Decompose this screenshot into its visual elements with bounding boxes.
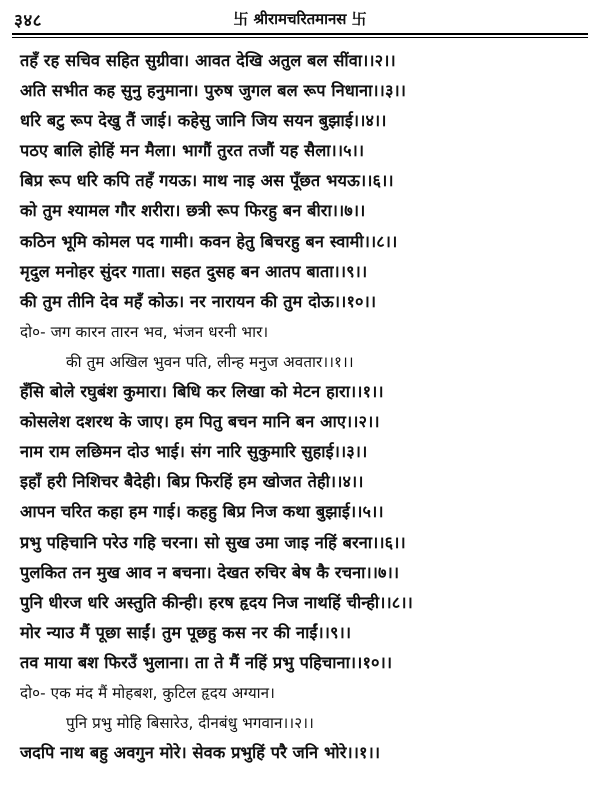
- verse-line: हँसि बोले रघुबंश कुमारा। बिधि कर लिखा को मेटन हारा।।१।।: [20, 382, 384, 402]
- doha-line: की तुम अखिल भुवन पति, लीन्ह मनुज अवतार।।१।।: [66, 352, 354, 371]
- verse-line: को तुम श्यामल गौर शरीरा। छत्री रूप फिरहु बन बीरा।।७।।: [20, 201, 366, 221]
- verse-line: जदपि नाथ बहु अवगुन मोरे। सेवक प्रभुहिं परै जनि भोरे।।१।।: [20, 743, 381, 763]
- book-title: 卐 श्रीरामचरितमानस 卐: [233, 10, 367, 28]
- verse-block: [0, 46, 600, 768]
- verse-line: इहाँ हरी निशिचर बैदेही। बिप्र फिरहिं हम खोजत तेही।।४।।: [20, 472, 364, 492]
- verse-line: धरि बटु रूप देखु तैं जाई। कहेसु जानि जिय सयन बुझाई।।४।।: [20, 111, 387, 131]
- page-header: [0, 0, 600, 34]
- verse-line: तहँ रह सचिव सहित सुग्रीवा। आवत देखि अतुल बल सींवा।।२।।: [20, 51, 396, 70]
- verse-line: पठए बालि होहिं मन मैला। भागौं तुरत तजौं यह सैला।।५।।: [20, 141, 365, 161]
- verse-line: मृदुल मनोहर सुंदर गाता। सहत दुसह बन आतप बाता।।९।।: [20, 261, 368, 281]
- doha-line: दो०- जग कारन तारन भव, भंजन धरनी भार।: [20, 322, 269, 341]
- verse-line: पुलकित तन मुख आव न बचना। देखत रुचिर बेष कै रचना।।७।।: [20, 562, 400, 582]
- verse-line: की तुम तीनि देव महँ कोऊ। नर नारायन की तुम दोऊ।।१०।।: [20, 291, 377, 311]
- verse-line: बिप्र रूप धरि कपि तहँ गयऊ। माथ नाइ अस पूँछत भयऊ।।६।।: [20, 171, 394, 191]
- header-rule: [12, 33, 588, 35]
- verse-line: प्रभु पहिचानि परेउ गहि चरना। सो सुख उमा जाइ नहिं बरना।।६।।: [20, 532, 406, 552]
- verse-line: कोसलेश दशरथ के जाए। हम पितु बचन मानि बन आए।।२।।: [20, 412, 380, 432]
- verse-line: कठिन भूमि कोमल पद गामी। कवन हेतु बिचरहु बन स्वामी।।८।।: [20, 231, 398, 251]
- doha-line: दो०- एक मंद मैं मोहबश, कुटिल हृदय अग्यान।: [20, 683, 276, 702]
- page-number: ३४८: [14, 11, 43, 31]
- verse-line: आपन चरित कहा हम गाई। कहहु बिप्र निज कथा बुझाई।।५।।: [20, 502, 384, 522]
- verse-line: पुनि धीरज धरि अस्तुति कीन्ही। हरष हृदय निज नाथहिं चीन्ही।।८।।: [20, 592, 413, 612]
- verse-line: मोर न्याउ मैं पूछा साईं। तुम पूछहु कस नर की नाईं।।९।।: [20, 622, 352, 642]
- verse-line: अति सभीत कह सुनु हनुमाना। पुरुष जुगल बल रूप निधाना।।३।।: [20, 81, 407, 101]
- verse-line: तव माया बश फिरउँ भुलाना। ता ते मैं नहिं प्रभु पहिचाना।।१०।।: [20, 652, 393, 672]
- verse-line: नाम राम लछिमन दोउ भाई। संग नारि सुकुमारि सुहाई।।३।।: [20, 442, 368, 462]
- header-rule-thin: [12, 37, 588, 38]
- doha-line: पुनि प्रभु मोहि बिसारेउ, दीनबंधु भगवान।।२।।: [66, 714, 314, 733]
